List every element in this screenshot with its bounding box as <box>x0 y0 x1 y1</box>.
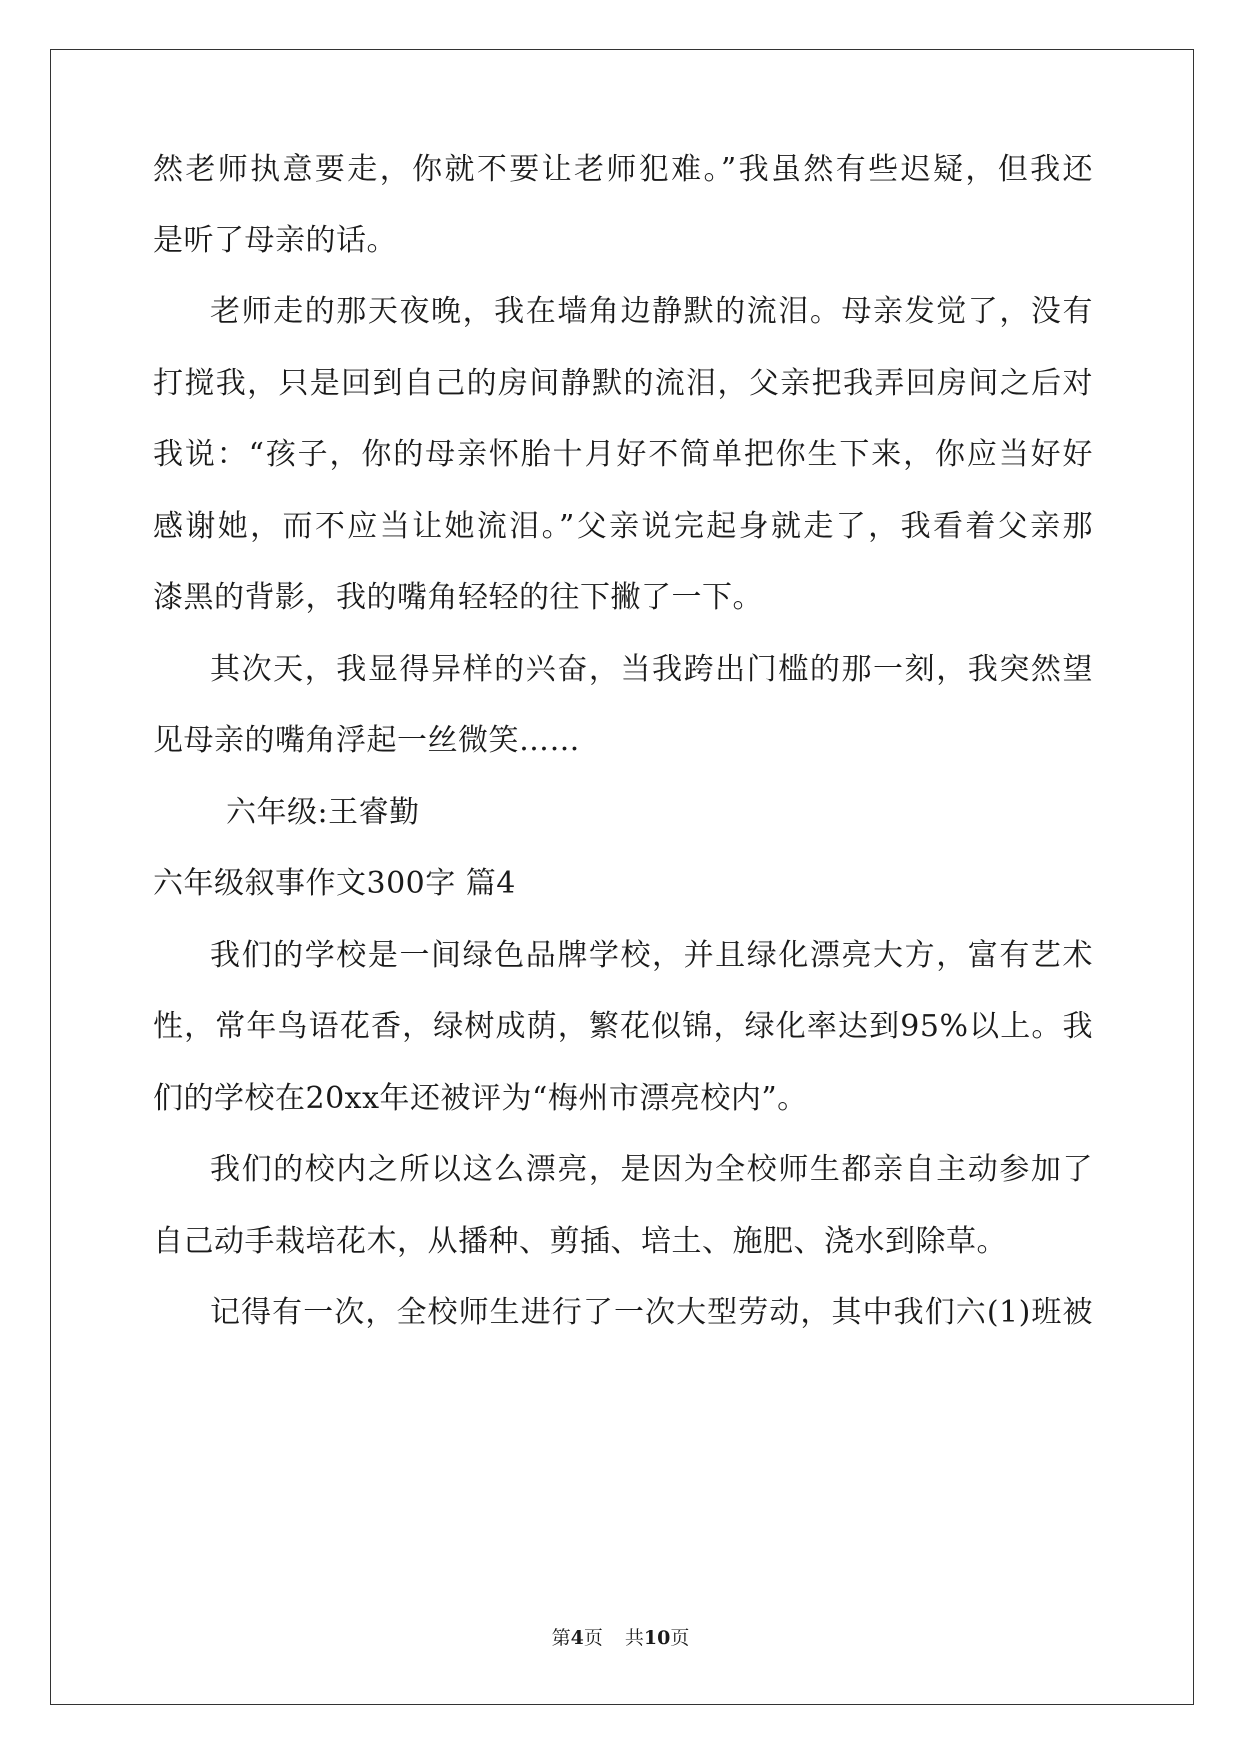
footer-page-number: 4 <box>570 1627 584 1649</box>
footer-page-suffix: 页 <box>583 1627 603 1649</box>
paragraph-first-line: 其次天，我显得异样的兴奋，当我跨出门槛的那一刻，我突然望 <box>210 652 1093 687</box>
text-line: 性，常年鸟语花香，绿树成荫，繁花似锦，绿化率达到95%以上。我 <box>153 1009 1093 1044</box>
text-line: 我说：“孩子，你的母亲怀胎十月好不简单把你生下来，你应当好好 <box>153 437 1093 472</box>
footer-total-suffix: 页 <box>670 1627 690 1649</box>
text-line: 们的学校在20xx年还被评为“梅州市漂亮校内”。 <box>153 1081 808 1116</box>
section-heading: 六年级叙事作文300字 篇4 <box>153 866 516 901</box>
text-line: 漆黑的背影，我的嘴角轻轻的往下撇了一下。 <box>153 580 763 615</box>
footer-total-prefix: 共 <box>624 1627 644 1649</box>
paragraph-first-line: 老师走的那天夜晚，我在墙角边静默的流泪。母亲发觉了，没有 <box>210 294 1093 329</box>
paragraph-first-line: 记得有一次，全校师生进行了一次大型劳动，其中我们六(1)班被 <box>210 1295 1093 1330</box>
text-line: 然老师执意要走，你就不要让老师犯难。”我虽然有些迟疑，但我还 <box>153 152 1093 187</box>
page-footer <box>0 1626 1241 1650</box>
text-line: 感谢她，而不应当让她流泪。”父亲说完起身就走了，我看着父亲那 <box>153 509 1093 544</box>
text-line: 见母亲的嘴角浮起一丝微笑…… <box>153 723 580 758</box>
footer-prefix: 第 <box>551 1627 571 1649</box>
author-line: 六年级:王睿勤 <box>226 795 420 830</box>
text-line: 自己动手栽培花木，从播种、剪插、培土、施肥、浇水到除草。 <box>153 1224 1007 1259</box>
paragraph-first-line: 我们的校内之所以这么漂亮，是因为全校师生都亲自主动参加了 <box>210 1152 1093 1187</box>
paragraph-first-line: 我们的学校是一间绿色品牌学校，并且绿化漂亮大方，富有艺术 <box>210 938 1093 973</box>
text-line: 打搅我，只是回到自己的房间静默的流泪，父亲把我弄回房间之后对 <box>153 366 1093 401</box>
footer-total-pages: 10 <box>643 1627 671 1649</box>
text-line: 是听了母亲的话。 <box>153 223 397 258</box>
